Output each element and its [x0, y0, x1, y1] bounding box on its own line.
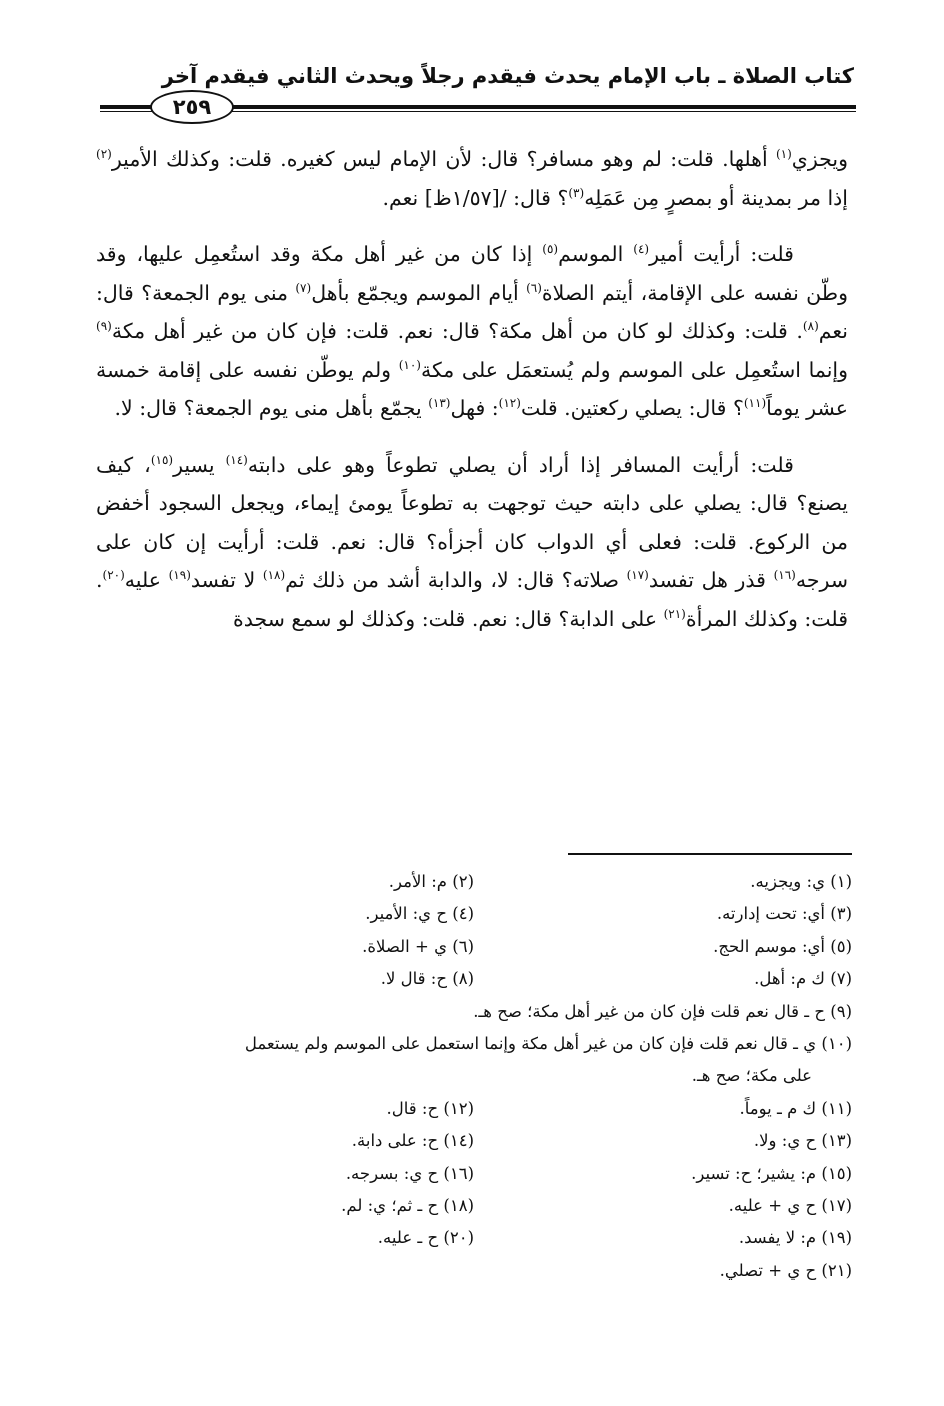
paragraph: [96, 235, 848, 428]
footnote-item: (١٥) م: يشير؛ ح: تسير.: [691, 1163, 852, 1183]
footnote-marker: (٥): [542, 242, 559, 257]
text-run: قذر هل تفسد: [648, 568, 774, 592]
footnote-separator: [568, 853, 852, 855]
footnote-marker: (٢): [96, 147, 112, 162]
text-run: وإنما استُعمِل على الموسم ولم يُستعمَل على مكة: [420, 357, 848, 382]
paragraph: [96, 140, 848, 217]
text-run: منى يوم الجمعة؟ قال: نعم: [96, 280, 848, 343]
footnote-marker: (٢١): [663, 606, 686, 621]
footnote-marker: (١٧): [626, 568, 649, 583]
footnote-marker: (١٤): [225, 452, 248, 467]
text-run: قلت: أرأيت أمير: [649, 242, 794, 266]
footnote-item: (٦) ي + الصلاة.: [362, 936, 474, 956]
text-run: إذا كان من غير أهل مكة وقد استُعمِل عليها، وقد وطّن نفسه على الإقامة، أيتم الصلاة: [96, 242, 848, 305]
text-run: ويجزي: [791, 147, 848, 171]
text-run: قلت: أرأيت المسافر إذا أراد أن يصلي تطوعاً وهو على دابته: [247, 452, 794, 477]
footnote-item: (٧) ك م: أهل.: [754, 969, 852, 989]
text-run: إذا مر بمدينة أو بمصرٍ مِن عَمَلِه: [584, 185, 848, 210]
text-run: . قلت: وكذلك المرأة: [96, 568, 848, 631]
footnote-item: (١٦) ح ي: بسرجه.: [345, 1163, 474, 1183]
text-run: صلاته؟ قال: لا، والدابة أشد من ذلك ثم: [285, 568, 627, 592]
footnote-item: (١) ي: ويجزيه.: [750, 872, 852, 891]
paragraph: [96, 446, 848, 639]
text-run: ؟ قال: يصلي ركعتين. قلت: [520, 396, 744, 420]
footnote-item: (١٧) ح ي + عليه.: [728, 1196, 852, 1216]
footnote-item: (٩) ح ـ قال نعم قلت فإن كان من غير أهل مكة؛ صح هـ.: [473, 1001, 852, 1021]
footnote-marker: (٩): [96, 319, 112, 334]
footnote-marker: (١٩): [168, 568, 191, 583]
footnote-marker: (١٠): [398, 357, 421, 372]
footnote-grid-1: [102, 866, 852, 996]
footnote-marker: (١٦): [773, 568, 796, 583]
footnote-grid-2: [102, 1093, 852, 1287]
main-text: [96, 140, 848, 656]
footnote-item: (٨) ح: قال لا.: [380, 969, 474, 989]
text-run: يسير: [173, 452, 226, 477]
footnote-marker: (١٢): [498, 396, 521, 411]
text-run: ، كيف يصنع؟ قال: يصلي على دابته حيث توجهت به تطوعاً يومئ إيماء، ويجعل السجود أخفض من الركوع. قلت: فعلى أي الدواب كان أجزأه؟ قال: نعم. قلت: أرأيت إن كان على سرجه: [96, 452, 849, 592]
footnote-item: (٥) أي: موسم الحج.: [713, 936, 852, 956]
footnote-item: (١٢) ح: قال.: [386, 1098, 474, 1118]
footnote-item: (٣) أي: تحت إدارته.: [716, 904, 852, 924]
footnote-item: (١٩) م: لا يفسد.: [738, 1228, 852, 1248]
footnote-item: (٢) م: الأمر.: [388, 872, 474, 891]
running-header-title: كتاب الصلاة ـ باب الإمام يحدث فيقدم رجلاً ويحدث الثاني فيقدم آخر: [161, 64, 854, 88]
text-run: عليه: [124, 568, 169, 592]
footnote-marker: (٢٠): [102, 568, 125, 583]
footnote-item: (٢٠) ح ـ عليه.: [377, 1228, 474, 1248]
footnote-marker: (١١): [743, 396, 767, 411]
footnote-item: (١٠) ي ـ قال نعم قلت فإن كان من غير أهل مكة وإنما استعمل على الموسم ولم يستعمل: [244, 1034, 852, 1054]
text-run: ؟ قال: /[١/٥٧ظ] نعم.: [382, 185, 569, 210]
footnote-item: (١٣) ح ي: ولا.: [753, 1131, 852, 1151]
text-run: أيام الموسم ويجمّع بأهل: [311, 280, 527, 305]
text-run: : فهل: [450, 396, 499, 420]
footnote-item: (١٨) ح ـ ثم؛ ي: لم.: [341, 1196, 474, 1216]
footnote-marker: (٣): [568, 185, 585, 200]
footnote-marker: (٦): [526, 280, 542, 295]
text-run: . قلت: وكذلك لو كان من أهل مكة؟ قال: نعم. قلت: فإن كان من غير أهل مكة: [111, 319, 803, 343]
footnote-marker: (١): [775, 147, 792, 162]
text-run: ولم يوطّن نفسه على إقامة خمسة عشر يوماً: [96, 357, 848, 420]
footnotes: [102, 866, 852, 1287]
text-run: على الدابة؟ قال: نعم. قلت: وكذلك لو سمع سجدة: [233, 606, 664, 631]
footnote-continuation: على مكة؛ صح هـ.: [691, 1066, 812, 1086]
footnote-marker: (٧): [295, 280, 312, 295]
footnote-marker: (١٣): [428, 396, 451, 411]
footnote-item: (١٤) ح: على دابة.: [351, 1131, 474, 1151]
text-run: الموسم: [558, 242, 634, 266]
text-run: لا تفسد: [190, 568, 263, 592]
text-run: أهلها. قلت: لم وهو مسافر؟ قال: لأن الإمام ليس كغيره. قلت: وكذلك الأمير: [111, 147, 776, 171]
footnote-marker: (١٨): [262, 568, 286, 583]
footnote-item: (٤) ح ي: الأمير.: [365, 904, 474, 924]
footnote-marker: (٤): [633, 242, 650, 257]
footnote-item: (١١) ك م ـ يوماً.: [739, 1098, 852, 1118]
footnote-item: (٢١) ح ي + تصلي.: [719, 1260, 852, 1280]
footnote-marker: (١٥): [150, 452, 174, 467]
text-run: يجمّع بأهل منى يوم الجمعة؟ قال: لا.: [114, 396, 429, 420]
page-number: ٢٥٩: [150, 90, 234, 124]
footnote-marker: (٨): [802, 319, 819, 334]
